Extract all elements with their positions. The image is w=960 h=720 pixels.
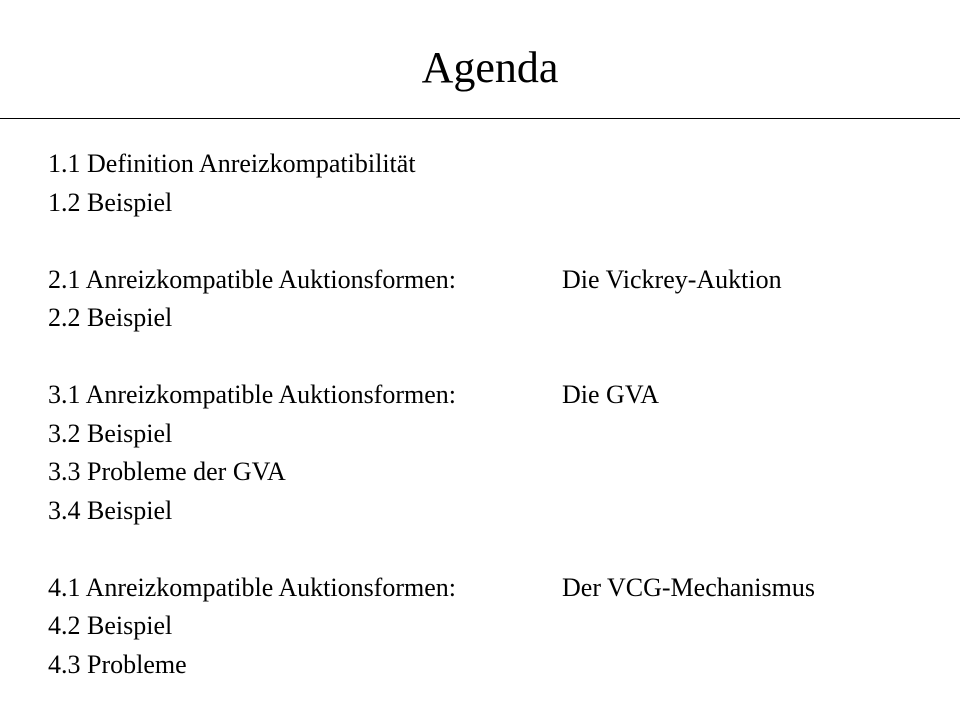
agenda-item-1-1: 1.1 Definition Anreizkompatibilität [48, 149, 416, 178]
agenda-item-3-2: 3.2 Beispiel [48, 418, 173, 448]
section-spacer [48, 338, 938, 377]
agenda-item-3-3: 3.3 Probleme der GVA [48, 457, 286, 486]
section-spacer [48, 222, 938, 261]
page-title: Agenda [421, 43, 559, 92]
agenda-item-3-1-topic: Die GVA [562, 380, 660, 409]
section-spacer [48, 530, 938, 569]
agenda-item-3-1-heading: 3.1 Anreizkompatible Auktionsformen: [48, 380, 456, 409]
agenda-item-2-2: 2.2 Beispiel [48, 303, 173, 332]
agenda-item-4-1 [48, 569, 938, 608]
agenda-item-3-4: 3.4 Beispiel [48, 495, 173, 525]
title-divider [0, 118, 960, 119]
agenda-item-2-1-heading: 2.1 Anreizkompatible Auktionsformen: [48, 264, 456, 294]
agenda-item-2-1 [48, 261, 938, 300]
agenda-item-1-2: 1.2 Beispiel [48, 187, 173, 217]
agenda-item-4-1-heading: 4.1 Anreizkompatible Auktionsformen: [48, 572, 456, 602]
agenda-item-4-1-topic: Der VCG-Mechanismus [562, 572, 815, 602]
agenda-item-4-3: 4.3 Probleme [48, 649, 187, 679]
agenda-item-2-1-topic: Die Vickrey-Auktion [562, 264, 782, 294]
agenda-list [48, 145, 938, 684]
agenda-item-4-2: 4.2 Beispiel [48, 611, 173, 640]
agenda-item-3-1 [48, 376, 938, 415]
